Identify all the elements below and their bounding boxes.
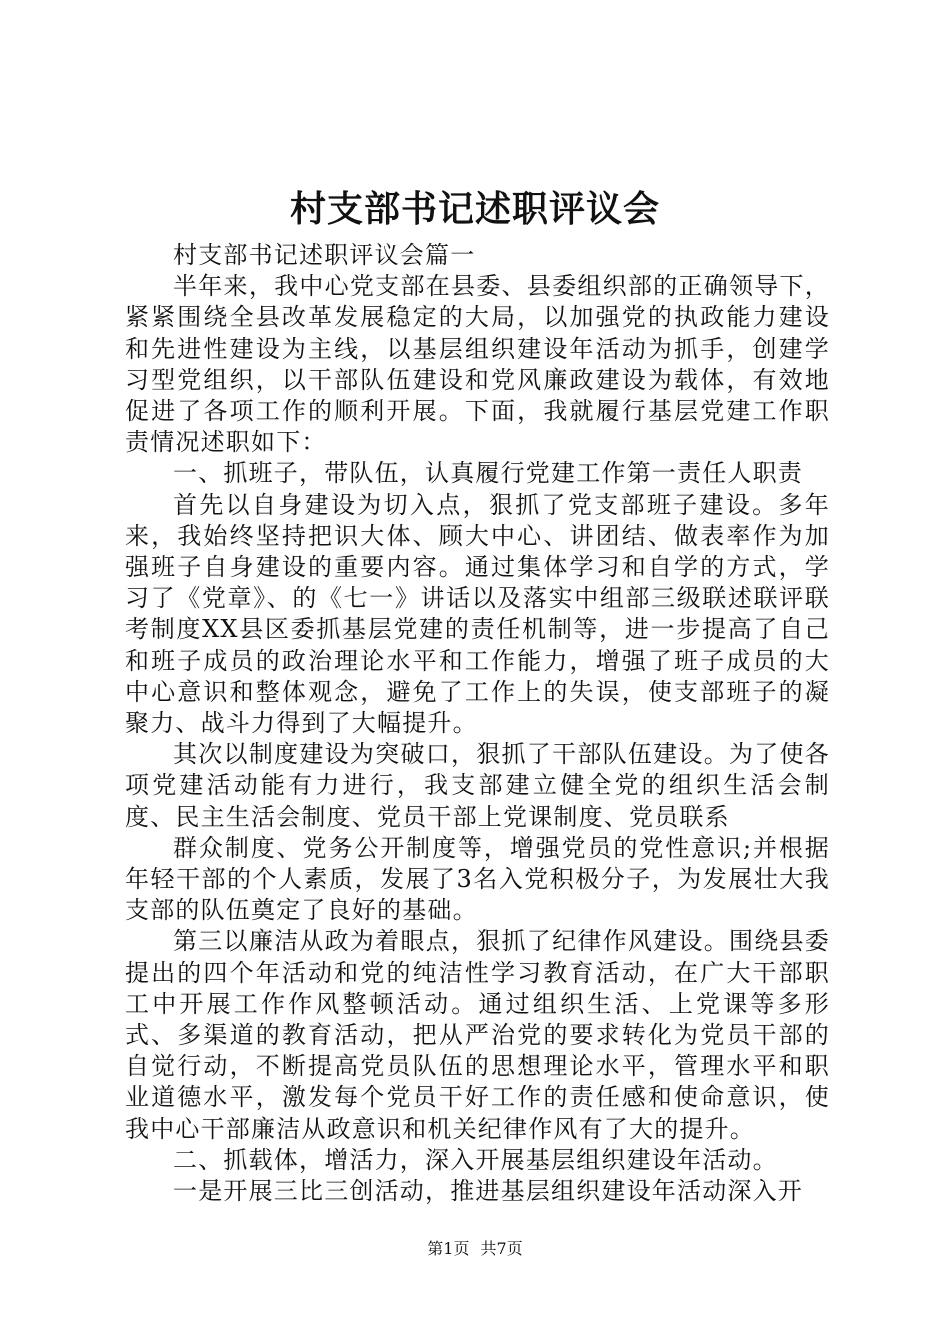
paragraph-subtitle: 村支部书记述职评议会篇一 (173, 241, 476, 269)
section-heading: 一、抓班子，带队伍，认真履行党建工作第一责任人职责 (173, 459, 803, 488)
section-heading: 二、抓载体，增活力，深入开展基层组织建设年活动。 (173, 1145, 778, 1174)
document-title: 村支部书记述职评议会 (289, 188, 660, 230)
document-body (125, 240, 830, 1207)
page-number: 第1页 (427, 1239, 470, 1258)
paragraph: 第三以廉洁从政为着眼点，狠抓了纪律作风建设。围绕县委提出的四个年活动和党的纯洁性学习教育活动，在广大干部职工中开展工作作风整顿活动。通过组织生活、上党课等多形式、多渠道的教育活动，把从严治党的要求转化为党员干部的自觉行动，不断提高党员队伍的思想理论水平，管理水平和职业道德水平，激发每个党员干好工作的责任感和使命意识，使我中心干部廉洁从政意识和机关纪律作风有了大的提升。 (125, 927, 830, 1143)
paragraph: 一是开展三比三创活动，推进基层组织建设年活动深入开 (173, 1177, 803, 1206)
paragraph: 首先以自身建设为切入点，狠抓了党支部班子建设。多年来，我始终坚持把识大体、顾大中心、讲团结、做表率作为加强班子自身建设的重要内容。通过集体学习和自学的方式，学习了《党章》、的《七一》讲话以及落实中组部三级联述联评联考制度XX县区委抓基层党建的责任机制等，进一步提高了自己和班子成员的政治理论水平和工作能力，增强了班子成员的大中心意识和整体观念，避免了工作上的失误，使支部班子的凝聚力、战斗力得到了大幅提升。 (125, 490, 830, 738)
paragraph: 其次以制度建设为突破口，狠抓了干部队伍建设。为了使各项党建活动能有力进行，我支部建立健全党的组织生活会制度、民主生活会制度、党员干部上党课制度、党员联系 (125, 740, 830, 831)
page-total: 共7页 (480, 1239, 523, 1258)
page-footer (0, 1238, 950, 1260)
paragraph: 半年来，我中心党支部在县委、县委组织部的正确领导下，紧紧围绕全县改革发展稳定的大局，以加强党的执政能力建设和先进性建设为主线，以基层组织建设年活动为抓手，创建学习型党组织，以干部队伍建设和党风廉政建设为载体，有效地促进了各项工作的顺利开展。下面，我就履行基层党建工作职责情况述职如下： (125, 272, 830, 457)
paragraph: 群众制度、党务公开制度等，增强党员的党性意识;并根据年轻干部的个人素质，发展了3名入党积极分子，为发展壮大我支部的队伍奠定了良好的基础。 (125, 833, 830, 925)
